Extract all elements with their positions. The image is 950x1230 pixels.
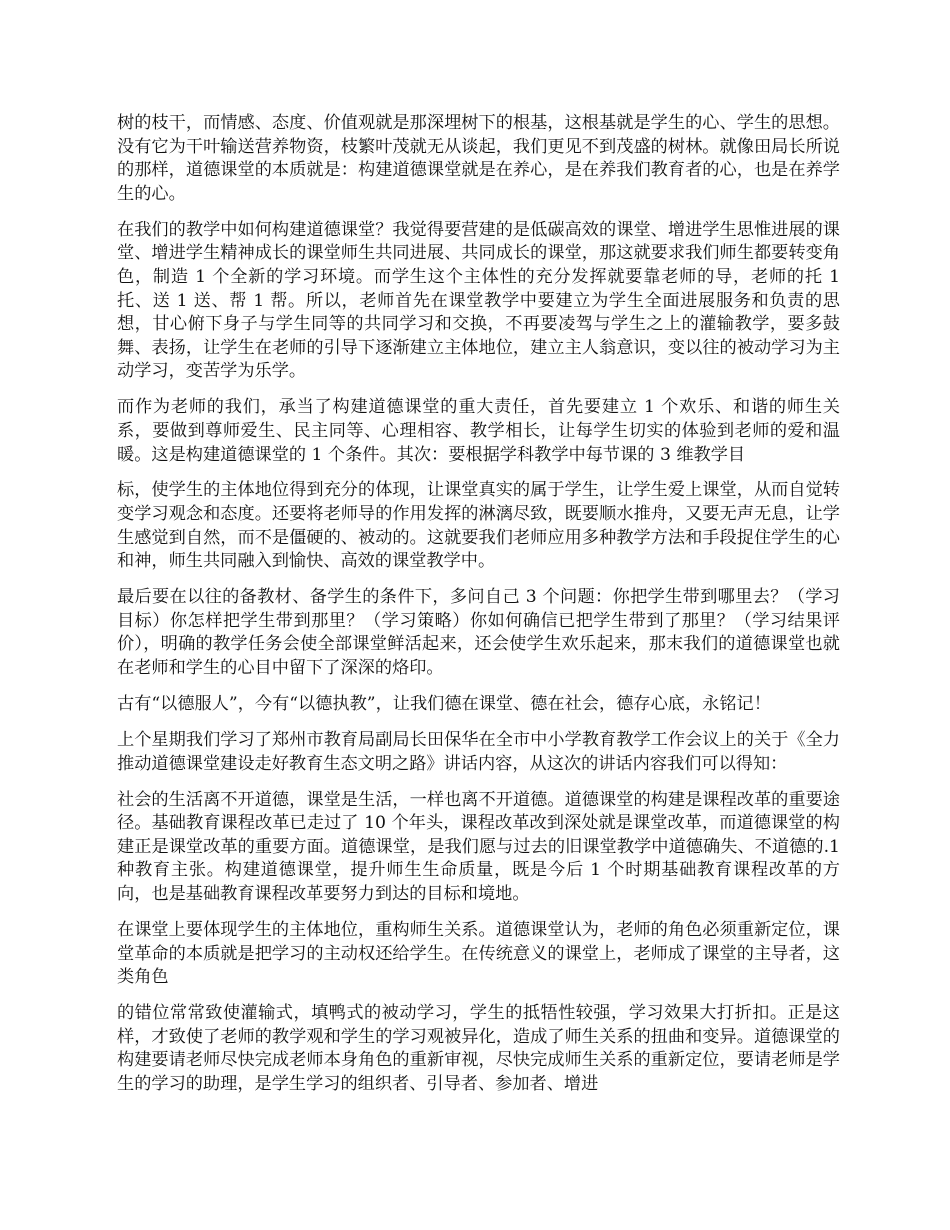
paragraph-3: 而作为老师的我们，承当了构建道德课堂的重大责任，首先要建立 1 个欢乐、和谐的师生关系，要做到尊师爱生、民主同等、心理相容、教学相长，让每学生切实的体验到老师的爱和温暖。这是构建道德课堂的 1 个条件。其次：要根据学科教学中每节课的 3 维教学目 xyxy=(117,397,840,465)
paragraph-2: 在我们的教学中如何构建道德课堂？我觉得要营建的是低碳高效的课堂、增进学生思惟进展的课堂、增进学生精神成长的课堂师生共同进展、共同成长的课堂，那这就要求我们师生都要转变角色，制造 1 个全新的学习环境。而学生这个主体性的充分发挥就要靠老师的导，老师的托 1 托、送 1 送、帮 1 帮。所以，老师首先在课堂教学中要建立为学生全面进展服务和负责的思想，甘心俯下身子与学生同等的共同学习和交换，不再要凌驾与学生之上的灌输教学，要多鼓舞、表扬，让学生在老师的引导下逐渐建立主体地位，建立主人翁意识，变以往的被动学习为主动学习，变苦学为乐学。 xyxy=(117,219,840,382)
paragraph-4: 标，使学生的主体地位得到充分的体现，让课堂真实的属于学生，让学生爱上课堂，从而自觉转变学习观念和态度。还要将老师导的作用发挥的淋漓尽致，既要顺水推舟，又要无声无息，让学生感觉到自然，而不是僵硬的、被动的。这就要我们老师应用多种教学方法和手段捉住学生的心和神，师生共同融入到愉快、高效的课堂教学中。 xyxy=(117,480,840,572)
paragraph-10: 的错位常常致使灌输式，填鸭式的被动学习，学生的抵牾性较强，学习效果大打折扣。正是这样，才致使了老师的教学观和学生的学习观被异化，造成了师生关系的扭曲和变异。道德课堂的构建要请老师尽快完成老师本身角色的重新审视，尽快完成师生关系的重新定位，要请老师是学生的学习的助理，是学生学习的组织者、引导者、参加者、增进 xyxy=(117,1003,840,1094)
paragraph-5: 最后要在以往的备教材、备学生的条件下，多问自己 3 个问题：你把学生带到哪里去？（学习目标）你怎样把学生带到那里？（学习策略）你如何确信已把学生带到了那里？（学习结果评价），明确的教学任务会使全部课堂鲜活起来，还会使学生欢乐起来，那末我们的道德课堂也就在老师和学生的心目中留下了深深的烙印。 xyxy=(117,587,840,679)
paragraph-6: 古有“以德服人”，今有“以德执教”，让我们德在课堂、德在社会，德存心底，永铭记！ xyxy=(117,694,771,715)
paragraph-9: 在课堂上要体现学生的主体地位，重构师生关系。道德课堂认为，老师的角色必须重新定位，课堂革命的本质就是把学习的主动权还给学生。在传统意义的课堂上，老师成了课堂的主导者，这类角色 xyxy=(117,919,840,988)
document-body xyxy=(117,112,840,1109)
paragraph-8: 社会的生活离不开道德，课堂是生活，一样也离不开道德。道德课堂的构建是课程改革的重要途径。基础教育课程改革已走过了 10 个年头，课程改革改到深处就是课堂改革，而道德课堂的构建正是课堂改革的重要方面。道德课堂，是我们愿与过去的旧课堂教学中道德确失、不道德的.1 种教育主张。构建道德课堂，提升师生生命质量，既是今后 1 个时期基础教育课程改革的方向，也是基础教育课程改革要努力到达的目标和境地。 xyxy=(117,789,840,904)
paragraph-1: 树的枝干，而情感、态度、价值观就是那深埋树下的根基，这根基就是学生的心、学生的思想。没有它为干叶输送营养物资，枝繁叶茂就无从谈起，我们更见不到茂盛的树林。就像田局长所说的那样，道德课堂的本质就是：构建道德课堂就是在养心，是在养我们教育者的心，也是在养学生的心。 xyxy=(117,113,840,204)
paragraph-7: 上个星期我们学习了郑州市教育局副局长田保华在全市中小学教育教学工作会议上的关于《全力推动道德课堂建设走好教育生态文明之路》讲话内容，从这次的讲话内容我们可以得知： xyxy=(117,730,840,774)
